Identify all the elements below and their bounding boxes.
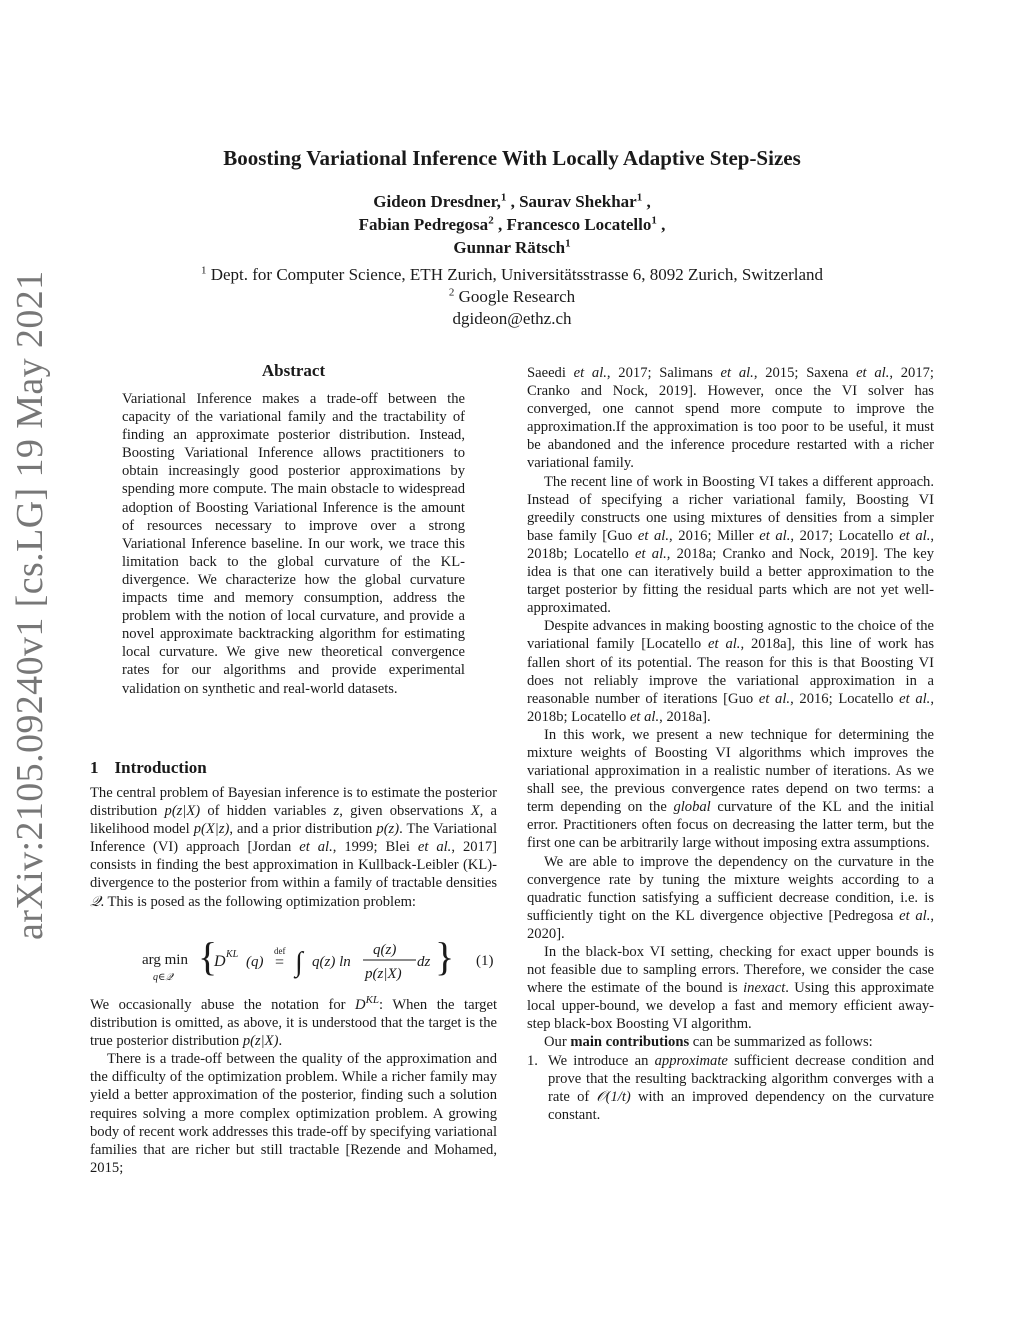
author-line-1 bbox=[0, 192, 1024, 212]
text-run: We occasionally abuse the notation for bbox=[90, 997, 356, 1013]
author-name: Fabian Pedregosa bbox=[358, 215, 489, 234]
text-run: , given observations bbox=[339, 803, 471, 820]
citation-etal: et al. bbox=[759, 527, 791, 544]
text-run: , 2018b; Locatello bbox=[527, 690, 934, 725]
eq-numerator: q(z) bbox=[373, 942, 397, 958]
intro-paragraphs-2-3 bbox=[90, 996, 497, 1177]
section-number: 1 bbox=[90, 758, 99, 777]
eq-integral: ∫ bbox=[295, 947, 303, 978]
text-run: , 2017; Salimans bbox=[606, 365, 721, 381]
math-sup: KL bbox=[365, 994, 380, 1007]
right-column bbox=[527, 364, 934, 1124]
eq-q-arg: (q) bbox=[246, 954, 264, 970]
abstract-heading: Abstract bbox=[261, 361, 326, 380]
text-run: The recent line of work in Boosting VI takes a different approach. Instead of specifying a richer variational family, Boosting VI greedily constructs one using mixtures of densities from a simpler base family [Guo bbox=[527, 473, 934, 544]
math-inline: z bbox=[333, 803, 340, 820]
text-run: Our bbox=[544, 1034, 571, 1051]
emphasis: approximate bbox=[654, 1052, 728, 1069]
text-run: sufficient decrease condition and prove that the resulting backtracking algorithm converges with a rate of bbox=[548, 1052, 934, 1105]
text-run: The central problem of Bayesian inference is to estimate the posterior distribution bbox=[90, 785, 497, 820]
text-run: , 2018a; Cranko and Nock, 2019]. The key idea is that one can iteratively build a better approximation to the target posterior by fitting the residual parts which are not yet well-approximated. bbox=[527, 545, 934, 617]
intro-paragraph-2 bbox=[90, 996, 497, 1050]
citation-etal: et al. bbox=[417, 839, 452, 856]
citation-etal: et al. bbox=[899, 907, 931, 924]
author-name: Gunnar Rätsch bbox=[453, 238, 566, 257]
math-inline: 𝒬 bbox=[90, 893, 101, 910]
abstract-body: Variational Inference makes a trade-off between the capacity of the variational family and the tractability of finding an approximate posterior distribution. Instead, Boosting Variational Inference allows practitioners to obtain increasingly good posterior approximations by spending more compute. The main obstacle to widespread adoption of Boosting Variational Inference is the amount of resources necessary to improve over a strong Variational Inference baseline. In our work, we trace this limitation back to the global curvature of the KL-divergence. We characterize how the global curvature impacts time and memory consumption, address the problem with the notion of local curvature, and provide a novel approximate backtracking algorithm for estimating local curvature. We give new theoretical convergence rates for our algorithms and provide experimental validation on synthetic and real-world datasets. bbox=[122, 391, 465, 697]
equation-1 bbox=[90, 934, 497, 986]
text-run: . bbox=[278, 1033, 283, 1050]
eq-dkl: D bbox=[214, 953, 226, 970]
author-line-2 bbox=[0, 215, 1024, 235]
author-affil-sup: 1 bbox=[500, 191, 507, 204]
eq-left-brace: { bbox=[198, 934, 218, 979]
math-inline: X bbox=[470, 803, 480, 820]
author-affil-sup: 1 bbox=[565, 237, 571, 250]
list-item-label: 1. bbox=[527, 1052, 538, 1069]
text-run: curvature of the KL and the initial error. Practitioners often focus on decreasing the latter term, but the first one can be arbitrarily large without imposing extra assumptions. bbox=[527, 799, 934, 852]
right-paragraph-2 bbox=[527, 473, 934, 618]
text-run: , 2018a], this line of work has fallen short of its potential. The reason for this is that Boosting VI does not reliably improve the variational approximation in a reasonable number of iterations [Guo bbox=[527, 636, 935, 707]
citation-etal: et al. bbox=[899, 527, 931, 544]
eq-argmin: arg min bbox=[142, 952, 188, 968]
author-sep: , bbox=[656, 215, 666, 234]
section-title: Introduction bbox=[114, 758, 207, 777]
math-inline: p(z) bbox=[376, 821, 400, 838]
paper-title: Boosting Variational Inference With Locally Adaptive Step-Sizes bbox=[223, 146, 801, 170]
affiliation-1 bbox=[0, 265, 1024, 285]
author-affil-sup: 1 bbox=[651, 214, 657, 227]
contributions-list bbox=[527, 1052, 934, 1124]
affil-text: Dept. for Computer Science, ETH Zurich, Universitätsstrasse 6, 8092 Zurich, Switzerland bbox=[206, 265, 824, 284]
text-run: . Using this approximate local upper-bound, we develop a fast and memory efficient away-step black-box Boosting VI algorithm. bbox=[527, 980, 934, 1033]
author-affil-sup: 2 bbox=[488, 214, 494, 227]
affiliation-2 bbox=[0, 287, 1024, 307]
author-sep: , bbox=[506, 192, 520, 211]
intro-paragraph-3: There is a trade-off between the quality of the approximation and the difficulty of the optimization problem. While a richer family may yield a better approximation of the posterior, finding such a solution requires solving a more complex optimization problem. A growing body of recent work addresses this trade-off by specifying variational families that are richer but still tractable [Rezende and Mohamed, 2015; bbox=[90, 1051, 497, 1176]
right-paragraph-6 bbox=[527, 943, 934, 1033]
text-run: , 2015; Saxena bbox=[753, 365, 857, 381]
eq-label: (1) bbox=[476, 953, 494, 969]
text-run: Saeedi bbox=[527, 365, 574, 381]
author-sep: , bbox=[642, 192, 651, 211]
text-run: In this work, we present a new technique for determining the mixture weights of Boosting VI algorithms which improves the variational approximation in a realistic number of iterations. As we shall see, the previous convergence rates depend on two terms: a term depending on the bbox=[527, 726, 934, 816]
math-inline: D bbox=[355, 997, 366, 1013]
emphasis: global bbox=[673, 799, 711, 816]
text-run: can be summarized as follows: bbox=[689, 1034, 873, 1051]
text-run: , 2016; Miller bbox=[669, 527, 760, 544]
text-run: , 2020]. bbox=[527, 907, 934, 942]
text-run: Despite advances in making boosting agnostic to the choice of the variational family [Locatello bbox=[527, 618, 934, 653]
eq-def: def bbox=[274, 946, 286, 956]
intro-paragraph-1 bbox=[90, 784, 497, 911]
equation-svg bbox=[90, 934, 497, 986]
math-inline: p(X|z) bbox=[193, 821, 230, 838]
text-run: , 2017; Cranko and Nock, 2019]. However, once the VI solver has converged, one cannot spend more compute to improve the approximation.If the approximation is too poor to be useful, it must be abandoned and the inference procedure restarted with a richer variational family. bbox=[527, 365, 934, 472]
text-run: We are able to improve the dependency on the curvature in the convergence rate by tuning the mixture weights according to a quadratic function satisfying a sufficient decrease condition, i.e. is sufficiently tight on the KL divergence objective [Pedregosa bbox=[527, 853, 934, 924]
list-item bbox=[527, 1052, 934, 1124]
right-paragraph-3 bbox=[527, 617, 934, 726]
author-sep: , bbox=[493, 215, 507, 234]
arxiv-stamp: arXiv:2105.09240v1 [cs.LG] 19 May 2021 bbox=[9, 270, 51, 940]
citation-etal: et al. bbox=[573, 365, 607, 381]
section-heading-introduction bbox=[90, 758, 207, 778]
eq-dkl-sup: KL bbox=[226, 949, 239, 960]
author-name: Saurav Shekhar bbox=[519, 192, 637, 211]
eq-argmin-sub: q∈𝒬 bbox=[153, 972, 173, 983]
eq-dz: dz bbox=[417, 954, 431, 970]
citation-etal: et al. bbox=[720, 365, 754, 381]
emphasis: inexact bbox=[743, 980, 786, 997]
citation-etal: et al. bbox=[629, 708, 660, 725]
text-run: . The Variational Inference (VI) approach [Jordan bbox=[90, 821, 497, 856]
right-paragraph-1 bbox=[527, 364, 934, 473]
author-email[interactable]: dgideon@ethz.ch bbox=[452, 309, 572, 328]
right-paragraph-7 bbox=[527, 1033, 934, 1051]
eq-right-brace: } bbox=[435, 934, 455, 979]
text-run: , 2018a]. bbox=[659, 708, 711, 725]
affil-sup: 2 bbox=[448, 286, 455, 299]
citation-etal: et al. bbox=[708, 636, 741, 653]
math-inline: 𝒪(1/t) bbox=[596, 1088, 631, 1105]
text-run: , a likelihood model bbox=[90, 803, 497, 838]
citation-etal: et al. bbox=[637, 527, 670, 544]
eq-equals: = bbox=[275, 954, 285, 971]
citation-etal: et al. bbox=[635, 545, 667, 562]
author-affil-sup: 1 bbox=[636, 191, 643, 204]
text-run: with an improved dependency on the curvature constant. bbox=[548, 1088, 934, 1123]
text-run: , 1999; Blei bbox=[332, 839, 418, 856]
right-paragraph-5 bbox=[527, 853, 934, 943]
author-name: Francesco Locatello bbox=[506, 215, 652, 234]
right-paragraph-4 bbox=[527, 726, 934, 853]
text-run: , 2018b; Locatello bbox=[527, 527, 935, 562]
bold-text: main contributions bbox=[570, 1034, 690, 1051]
affil-sup: 1 bbox=[200, 264, 207, 277]
math-inline: p(z|X) bbox=[164, 803, 201, 820]
citation-etal: et al. bbox=[856, 365, 890, 381]
text-run: , and a prior distribution bbox=[229, 821, 377, 838]
text-run: In the black-box VI setting, checking for exact upper bounds is not feasible due to sampling errors. Therefore, we consider the case where the estimate of the bound is bbox=[527, 944, 934, 997]
text-run: of hidden variables bbox=[200, 803, 334, 820]
text-run: We introduce an bbox=[548, 1052, 655, 1069]
text-run: . This is posed as the following optimization problem: bbox=[100, 893, 416, 910]
text-run: , 2017; Locatello bbox=[790, 527, 900, 544]
affil-text: Google Research bbox=[454, 287, 576, 306]
citation-etal: et al. bbox=[758, 690, 791, 707]
citation-etal: et al. bbox=[299, 839, 333, 856]
text-run: , 2017] consists in finding the best approximation in Kullback-Leibler (KL)-divergence to the posterior from within a family of tractable densities bbox=[90, 839, 497, 892]
eq-qz-ln: q(z) ln bbox=[312, 954, 351, 970]
author-line-3 bbox=[0, 238, 1024, 258]
math-inline: p(z|X) bbox=[242, 1033, 279, 1050]
author-name: Gideon Dresdner, bbox=[373, 192, 501, 211]
text-run: : When the target distribution is omitted, as above, it is understood that the target is the true posterior distribution bbox=[90, 997, 497, 1050]
citation-etal: et al. bbox=[899, 690, 931, 707]
text-run: , 2016; Locatello bbox=[790, 690, 900, 707]
eq-denominator: p(z|X) bbox=[365, 966, 402, 982]
